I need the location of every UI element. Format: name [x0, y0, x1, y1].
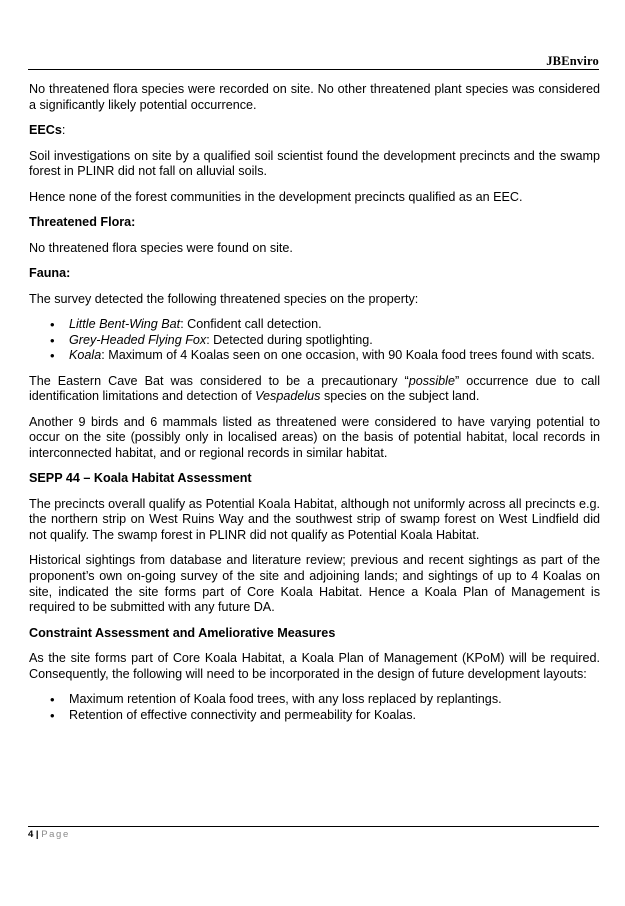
- species-name: Koala: [69, 348, 102, 363]
- list-item: [69, 333, 600, 349]
- measures-list: [29, 692, 600, 723]
- list-item: • Retention of effective connectivity and permeability for Koalas.: [69, 708, 600, 724]
- heading-sepp44: SEPP 44 – Koala Habitat Assessment: [29, 471, 252, 486]
- page-footer: [28, 829, 70, 840]
- paragraph-flora-found: No threatened flora species were found on site.: [29, 240, 293, 255]
- paragraph-other-species: Another 9 birds and 6 mammals listed as threatened were considered to have varying potential to occur on the site (possibly only in localised areas) on the basis of potential habitat, local records in interconnected habitat, and or regional records in similar habitat.: [29, 414, 600, 460]
- heading-eecs-colon: :: [61, 122, 66, 137]
- heading-constraint-assessment: Constraint Assessment and Ameliorative Measures: [29, 625, 336, 640]
- paragraph-flora-summary: No threatened flora species were recorded on site. No other threatened plant species was considered a significantly likely potential occurrence.: [29, 82, 600, 112]
- species-list: [29, 317, 600, 364]
- header-logo: JBEnviro: [546, 54, 599, 68]
- page-number: 4: [28, 829, 34, 840]
- paragraph-kpom: As the site forms part of Core Koala Habitat, a Koala Plan of Management (KPoM) will be required. Consequently, the following will need to be incorporated in the design of future development layouts:: [29, 651, 600, 681]
- heading-fauna: Fauna:: [29, 265, 71, 280]
- cave-bat-possible: possible: [408, 373, 455, 388]
- species-name: Little Bent-Wing Bat: [69, 316, 181, 331]
- cave-bat-text-c: ” occurrence due to call identification limitations and detection of: [29, 373, 600, 404]
- heading-threatened-flora: Threatened Flora:: [29, 214, 136, 229]
- cave-bat-text-e: species on the subject land.: [320, 389, 480, 404]
- species-detail: : Maximum of 4 Koalas seen on one occasion, with 90 Koala food trees found with scats.: [101, 348, 595, 363]
- paragraph-survey: The survey detected the following threatened species on the property:: [29, 291, 419, 306]
- list-item: [69, 348, 600, 364]
- paragraph-soil: Soil investigations on site by a qualified soil scientist found the development precincts and the swamp forest in PLINR did not fall on alluvial soils.: [29, 148, 600, 179]
- paragraph-cave-bat: [29, 374, 600, 405]
- document-body: [29, 82, 600, 733]
- paragraph-koala-sightings: Historical sightings from database and literature review; previous and recent sightings as part of the proponent’s own on-going survey of the site and adjoining lands; and sightings of up to 4 Koalas on site, indicated the site forms part of Core Koala Habitat. Hence a Koala Plan of Management is required to be submitted with any future DA.: [29, 553, 600, 615]
- heading-eecs: [29, 123, 600, 139]
- page-label: Page: [41, 829, 70, 840]
- header-divider: [28, 69, 599, 70]
- list-item: • Maximum retention of Koala food trees, with any loss replaced by replantings.: [69, 692, 600, 708]
- paragraph-eec-conclusion: Hence none of the forest communities in the development precincts qualified as an EEC.: [29, 189, 523, 204]
- species-detail: : Detected during spotlighting.: [206, 332, 373, 347]
- species-detail: : Confident call detection.: [180, 316, 322, 331]
- cave-bat-text-a: The Eastern Cave Bat was considered to be a precautionary “: [29, 373, 409, 388]
- species-name: Grey-Headed Flying Fox: [69, 332, 207, 347]
- heading-eecs-text: EECs: [29, 122, 62, 137]
- list-item: [69, 317, 600, 333]
- page-separator: |: [33, 829, 42, 840]
- paragraph-koala-habitat: The precincts overall qualify as Potential Koala Habitat, although not uniformly across all precincts e.g. the northern strip on West Ruins Way and the southwest strip of swamp forest on West Lindfield did not qualify. The swamp forest in PLINR did not qualify as Potential Koala Habitat.: [29, 496, 600, 543]
- footer-divider: [28, 826, 599, 827]
- cave-bat-vespadelus: Vespadelus: [255, 389, 321, 404]
